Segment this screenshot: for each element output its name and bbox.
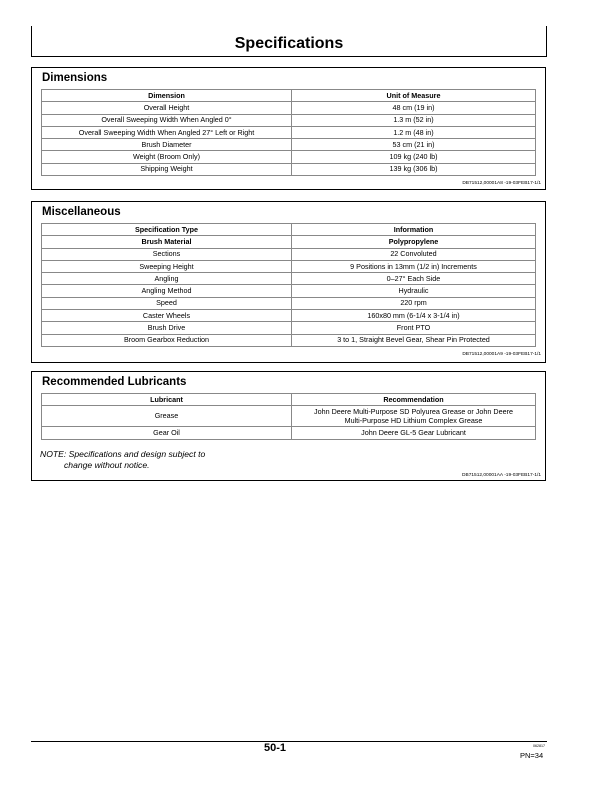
table-header-row (42, 224, 536, 236)
table-row (42, 310, 536, 322)
table-row (42, 126, 536, 138)
column-header: Information (292, 224, 536, 236)
table-row (42, 102, 536, 114)
table-cell: Speed (42, 297, 292, 309)
table-cell: Angling (42, 273, 292, 285)
table-cell: 139 kg (306 lb) (292, 163, 536, 175)
page-header (31, 26, 547, 56)
miscellaneous-table (41, 223, 536, 347)
table-row (42, 285, 536, 297)
document-id: DB71512,00001AA -19-03FEB17-1/1 (462, 473, 541, 478)
section-heading-dimensions: Dimensions (42, 72, 108, 84)
table-cell: 1.3 m (52 in) (292, 114, 536, 126)
footer-code: 062817 (533, 744, 545, 748)
table-cell: Gear Oil (42, 427, 292, 439)
lubricants-table (41, 393, 536, 440)
page-title: Specifications (234, 35, 344, 52)
table-cell: 53 cm (21 in) (292, 139, 536, 151)
table-row (42, 273, 536, 285)
table-row (42, 260, 536, 272)
table-row (42, 163, 536, 175)
table-cell (292, 406, 536, 427)
table-cell: 1.2 m (48 in) (292, 126, 536, 138)
column-header: Unit of Measure (292, 90, 536, 102)
table-header-row (42, 90, 536, 102)
lubricants-section (31, 371, 546, 481)
table-cell: 48 cm (19 in) (292, 102, 536, 114)
header-rule (31, 56, 547, 57)
table-header-row (42, 394, 536, 406)
column-header: Dimension (42, 90, 292, 102)
column-header: Lubricant (42, 394, 292, 406)
note-line: NOTE: Specifications and design subject to (40, 449, 206, 459)
dimensions-section (31, 67, 546, 190)
table-cell: Sections (42, 248, 292, 260)
table-cell: 22 Convoluted (292, 248, 536, 260)
table-cell: Brush Drive (42, 322, 292, 334)
table-row (42, 427, 536, 439)
section-heading-lubricants: Recommended Lubricants (42, 376, 187, 388)
table-subheader-row (42, 236, 536, 248)
table-cell: 0–27° Each Side (292, 273, 536, 285)
table-cell: Shipping Weight (42, 163, 292, 175)
table-cell: 160x80 mm (6-1/4 x 3-1/4 in) (292, 310, 536, 322)
table-cell: Broom Gearbox Reduction (42, 334, 292, 346)
table-row (42, 114, 536, 126)
table-cell: 109 kg (240 lb) (292, 151, 536, 163)
table-cell: Front PTO (292, 322, 536, 334)
table-cell: Overall Height (42, 102, 292, 114)
table-row (42, 406, 536, 427)
table-cell: Overall Sweeping Width When Angled 27° Left or Right (42, 126, 292, 138)
table-cell: Grease (42, 406, 292, 427)
table-cell: Sweeping Height (42, 260, 292, 272)
table-cell: Caster Wheels (42, 310, 292, 322)
page-number: 50-1 (264, 742, 287, 754)
pn-label: PN=34 (520, 751, 544, 760)
table-cell: Angling Method (42, 285, 292, 297)
recommendation-line: John Deere Multi-Purpose SD Polyurea Grease or John Deere (314, 407, 513, 417)
table-row (42, 248, 536, 260)
table-cell: 9 Positions in 13mm (1/2 in) Increments (292, 260, 536, 272)
table-cell: 3 to 1, Straight Bevel Gear, Shear Pin Protected (292, 334, 536, 346)
table-cell: John Deere GL-5 Gear Lubricant (292, 427, 536, 439)
footer-rule (31, 741, 547, 742)
table-cell: Overall Sweeping Width When Angled 0° (42, 114, 292, 126)
document-id: DB71512,00001A8 -19-03FEB17-1/1 (462, 181, 541, 186)
dimensions-table (41, 89, 536, 176)
column-header: Recommendation (292, 394, 536, 406)
note-line: change without notice. (64, 459, 150, 470)
table-cell: Polypropylene (292, 236, 536, 248)
table-row (42, 151, 536, 163)
recommendation-line: Multi-Purpose HD Lithium Complex Grease (344, 416, 483, 426)
section-heading-miscellaneous: Miscellaneous (42, 206, 121, 218)
document-id: DB71512,00001A9 -19-03FEB17-1/1 (462, 352, 541, 357)
miscellaneous-section (31, 201, 546, 363)
table-cell: 220 rpm (292, 297, 536, 309)
table-row (42, 334, 536, 346)
table-cell: Brush Diameter (42, 139, 292, 151)
note (40, 449, 205, 470)
table-cell: Brush Material (42, 236, 292, 248)
table-row (42, 322, 536, 334)
table-row (42, 297, 536, 309)
table-row (42, 139, 536, 151)
column-header: Specification Type (42, 224, 292, 236)
table-cell: Hydraulic (292, 285, 536, 297)
table-cell: Weight (Broom Only) (42, 151, 292, 163)
